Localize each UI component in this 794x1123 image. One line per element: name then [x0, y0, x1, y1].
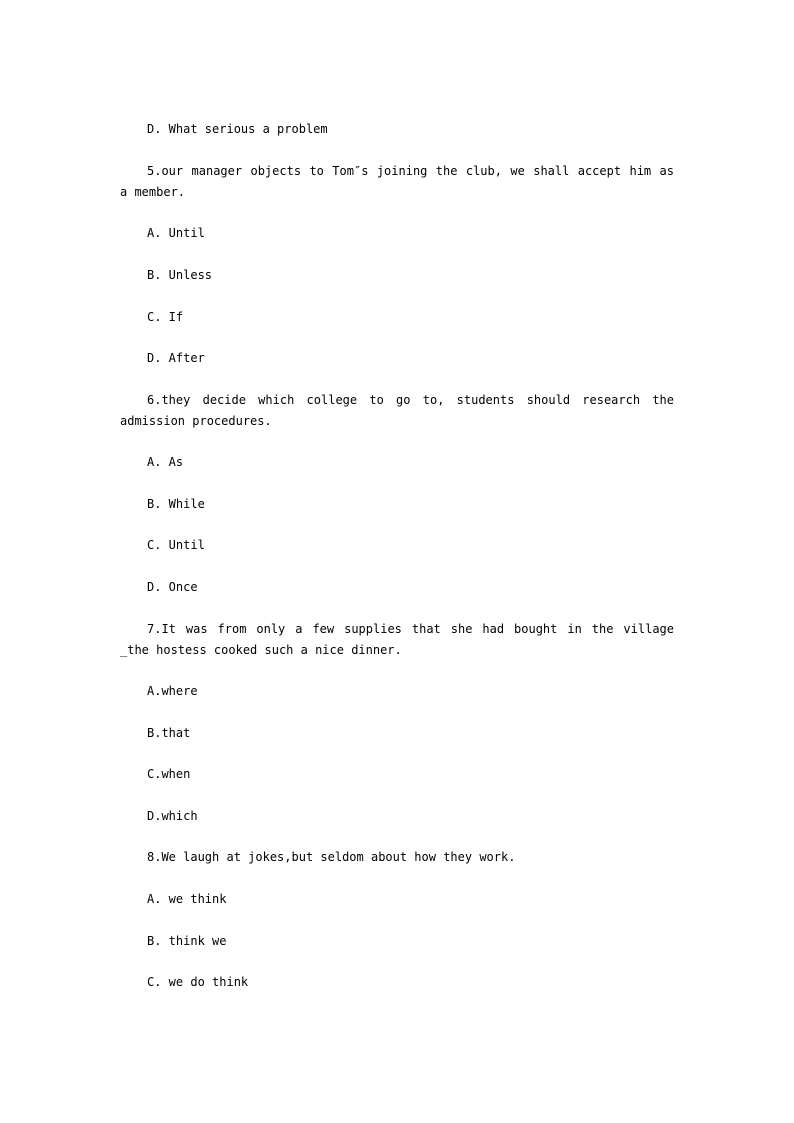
option-a-q8: A. we think — [147, 892, 227, 906]
option-a-q5: A. Until — [147, 226, 205, 240]
option-b-q6: B. While — [147, 497, 205, 511]
option-c-q7: C.when — [147, 767, 191, 781]
option-d-q7: D.which — [147, 809, 198, 823]
question-8: 8.We laugh at jokes,but seldom about how they work. — [147, 850, 516, 864]
option-b-q5: B. Unless — [147, 268, 213, 282]
question-6: 6.they decide which college to go to, students should research the admission procedures. — [120, 393, 674, 428]
option-d-q5: D. After — [147, 351, 205, 365]
option-c-q6: C. Until — [147, 538, 205, 552]
option-c-q8: C. we do think — [147, 975, 249, 989]
option-a-q7: A.where — [147, 684, 198, 698]
question-7: 7.It was from only a few supplies that she had bought in the village _the hostess cooked such a nice dinner. — [120, 622, 674, 657]
question-5: 5.our manager objects to Tom″s joining the club, we shall accept him as a member. — [120, 164, 674, 199]
option-c-q5: C. If — [147, 310, 184, 324]
option-b-q8: B. think we — [147, 934, 227, 948]
option-a-q6: A. As — [147, 455, 184, 469]
option-d-q6: D. Once — [147, 580, 198, 594]
option-d-q4: D. What serious a problem — [147, 122, 328, 136]
option-b-q7: B.that — [147, 726, 191, 740]
